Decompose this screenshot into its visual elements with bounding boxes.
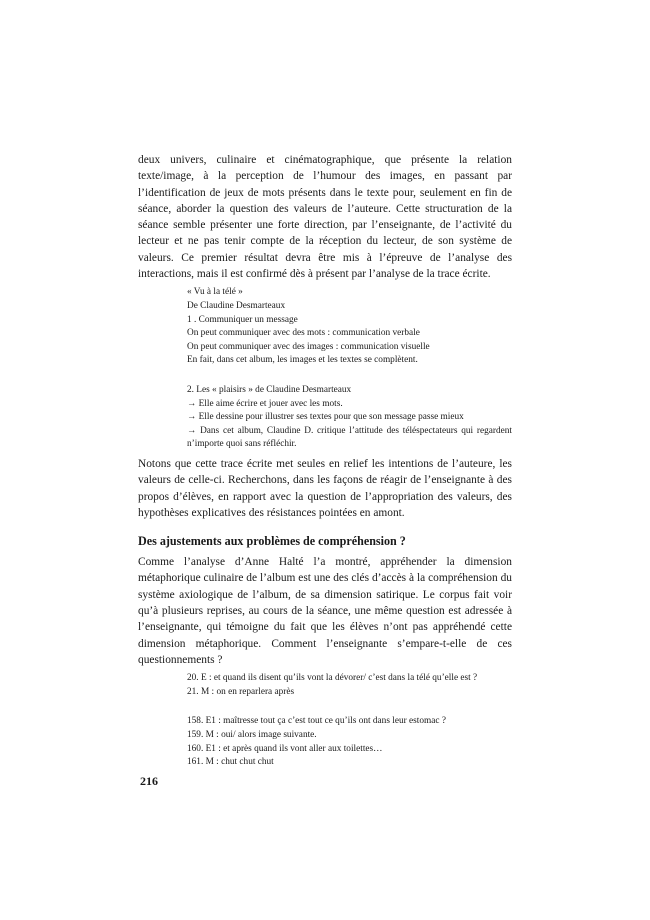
transcript-line: 159. M : oui/ alors image suivante. bbox=[187, 729, 317, 740]
transcript-block bbox=[187, 672, 512, 770]
trace-line: De Claudine Desmarteaux bbox=[187, 300, 286, 311]
transcript-line: 161. M : chut chut chut bbox=[187, 757, 274, 768]
trace-line: 1 . Communiquer un message bbox=[187, 314, 298, 325]
section-heading: Des ajustements aux problèmes de compréhension ? bbox=[138, 534, 406, 549]
paragraph-3: Comme l’analyse d’Anne Halté l’a montré, appréhender la dimension métaphorique culinaire de l’album est une des clés d’accès à la compréhension du système axiologique de l’album, de sa dimension satirique. Le corpus fait voir qu’à plusieurs reprises, au cours de la séance, une même question est adressée à l’enseignante, qui témoigne du fait que les élèves n’ont pas appréhendé cette dimension métaphorique. Comment l’enseignante s’empare-t-elle de ces questionnements ? bbox=[138, 556, 512, 666]
trace-line: On peut communiquer avec des mots : communication verbale bbox=[187, 328, 420, 339]
paragraph-2: Notons que cette trace écrite met seules en relief les intentions de l’auteure, les valeurs de celle-ci. Recherchons, dans les façons de réagir de l’enseignante à des propos d’élèves, en rapport avec la question de l’appropriation des valeurs, des hypothèses explicatives des résistances pointées en amont. bbox=[138, 457, 512, 519]
transcript-line: 158. E1 : maîtresse tout ça c’est tout ce qu’ils ont dans leur estomac ? bbox=[187, 716, 446, 727]
spacer bbox=[187, 699, 512, 715]
transcript-line: 21. M : on en reparlera après bbox=[187, 686, 295, 697]
transcript-line: 20. E : et quand ils disent qu’ils vont la dévorer/ c’est dans la télé qu’elle est ? bbox=[187, 673, 478, 684]
trace-line: En fait, dans cet album, les images et les textes se complètent. bbox=[187, 355, 418, 366]
intro-paragraph: deux univers, culinaire et cinématographique, que présente la relation texte/image, à la perception de l’humour des images, en passant par l’identification de jeux de mots présents dans le texte pour, seulement en fin de séance, aborder la question des valeurs de l’auteure. Cette structuration de la séance semble présenter une forte direction, par l’enseignante, de l’activité du lecteur et ne pas tenir compte de la réception du lecteur, de son système de valeurs. Ce premier résultat devra être mis à l’épreuve de l’analyse des interactions, mais il est confirmé dès à présent par l’analyse de la trace écrite. bbox=[138, 154, 512, 281]
trace-line: On peut communiquer avec des images : communication visuelle bbox=[187, 341, 430, 352]
transcript-line: 160. E1 : et après quand ils vont aller aux toilettes… bbox=[187, 743, 383, 754]
trace-line: 2. Les « plaisirs » de Claudine Desmarteaux bbox=[187, 384, 352, 395]
page-number: 216 bbox=[140, 774, 158, 788]
trace-line: → Elle dessine pour illustrer ses textes pour que son message passe mieux bbox=[187, 412, 464, 423]
trace-line: → Dans cet album, Claudine D. critique l’attitude des téléspectateurs qui regardent n’importe quoi sans réfléchir. bbox=[187, 425, 512, 450]
spacer bbox=[187, 368, 512, 384]
trace-ecrite-block bbox=[187, 286, 512, 452]
page-body bbox=[138, 152, 512, 770]
trace-line: → Elle aime écrire et jouer avec les mots. bbox=[187, 398, 343, 409]
trace-line: « Vu à la télé » bbox=[187, 287, 243, 298]
